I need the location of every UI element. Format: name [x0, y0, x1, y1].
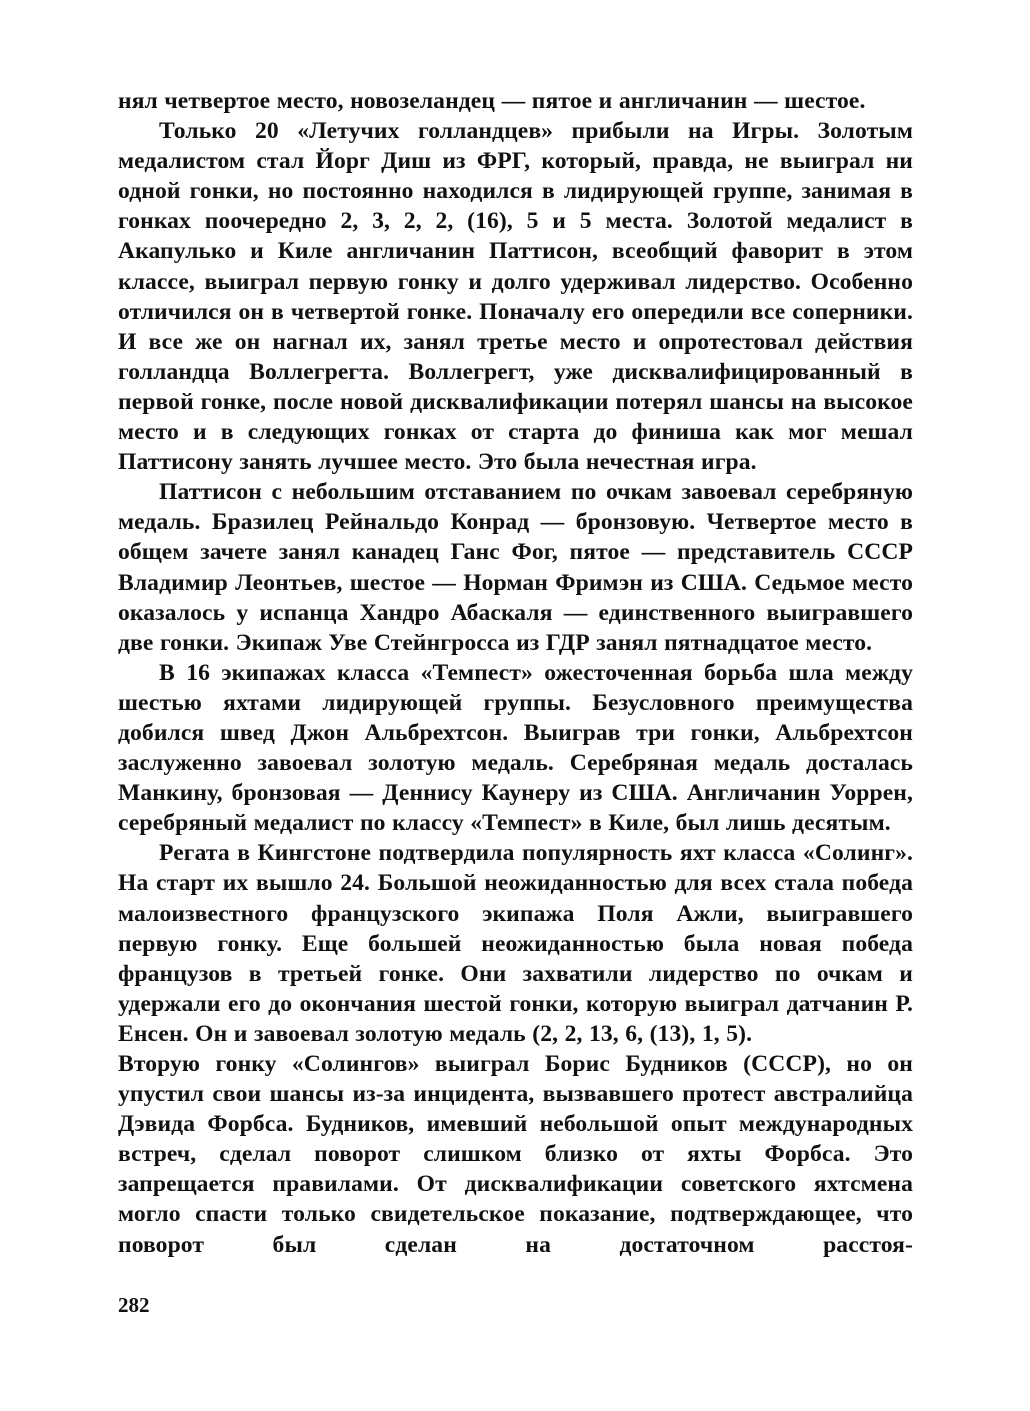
page-number: 282	[118, 1293, 150, 1317]
paragraph-budnikov-protest: Вторую гонку «Солингов» выиграл Борис Будников (СССР), но он упустил свои шансы из-за инцидента, вызвавшего протест австралийца Дэвида Форбса. Будников, имевший небольшой опыт международных встреч, сделал поворот слишком близко от яхты Форбса. Это запрещается правилами. От дисквалификации советского яхтсмена могло спасти только свидетельское показание, подтверждающее, что поворот был сделан на достаточном расстоя-	[118, 1051, 913, 1258]
paragraph-soling-kingston: Регата в Кингстоне подтвердила популярность яхт класса «Солинг». На старт их вышло 24. Большой неожиданностью для всех стала победа малоизвестного французского экипажа Поля Ажли, выигравшего первую гонку. Еще большей неожиданностью была новая победа французов в третьей гонке. Они захватили лидерство по очкам и удержали его до окончания шестой гонки, которую выиграл датчанин Р. Енсен. Он и завоевал золотую медаль (2, 2, 13, 6, (13), 1, 5).	[118, 840, 913, 1047]
paragraph-pattison-medals: Паттисон с небольшим отставанием по очкам завоевал серебряную медаль. Бразилец Рейнальдо Конрад — бронзовую. Четвертое место в общем зачете занял канадец Ганс Фог, пятое — представитель СССР Владимир Леонтьев, шестое — Норман Фримэн из США. Седьмое место оказалось у испанца Хандро Абаскаля — единственного выигравшего две гонки. Экипаж Уве Стейнгросса из ГДР занял пятнадцатое место.	[118, 479, 913, 656]
paragraph-tempest-class: В 16 экипажах класса «Темпест» ожесточенная борьба шла между шестью яхтами лидирующей группы. Безусловного преимущества добился швед Джон Альбрехтсон. Выиграв три гонки, Альбрехтсон заслуженно завоевал золотую медаль. Серебряная медаль досталась Манкину, бронзовая — Деннису Каунеру из США. Англичанин Уоррен, серебряный медалист по классу «Темпест» в Киле, был лишь десятым.	[118, 659, 913, 837]
paragraph-continuation: нял четвертое место, новозеландец — пятое и англичанин — шестое.	[118, 88, 866, 114]
paragraph-flying-dutchman: Только 20 «Летучих голландцев» прибыли на Игры. Золотым медалистом стал Йорг Диш из ФРГ, который, правда, не выиграл ни одной гонки, но постоянно находился в лидирующей группе, занимая в гонках поочередно 2, 3, 2, 2, (16), 5 и 5 места. Золотой медалист в Акапулько и Киле англичанин Паттисон, всеобщий фаворит в этом классе, выиграл первую гонку и долго удерживал лидерство. Особенно отличился он в четвертой гонке. Поначалу его опередили все соперники. И все же он нагнал их, занял третье место и опротестовал действия голландца Воллегрегта. Воллегрегт, уже дисквалифицированный в первой гонке, после новой дисквалификации потерял шансы на высокое место и в следующих гонках от старта до финиша как мог мешал Паттисону занять лучшее место. Это была нечестная игра.	[118, 118, 913, 476]
body-text-column	[118, 86, 913, 1290]
